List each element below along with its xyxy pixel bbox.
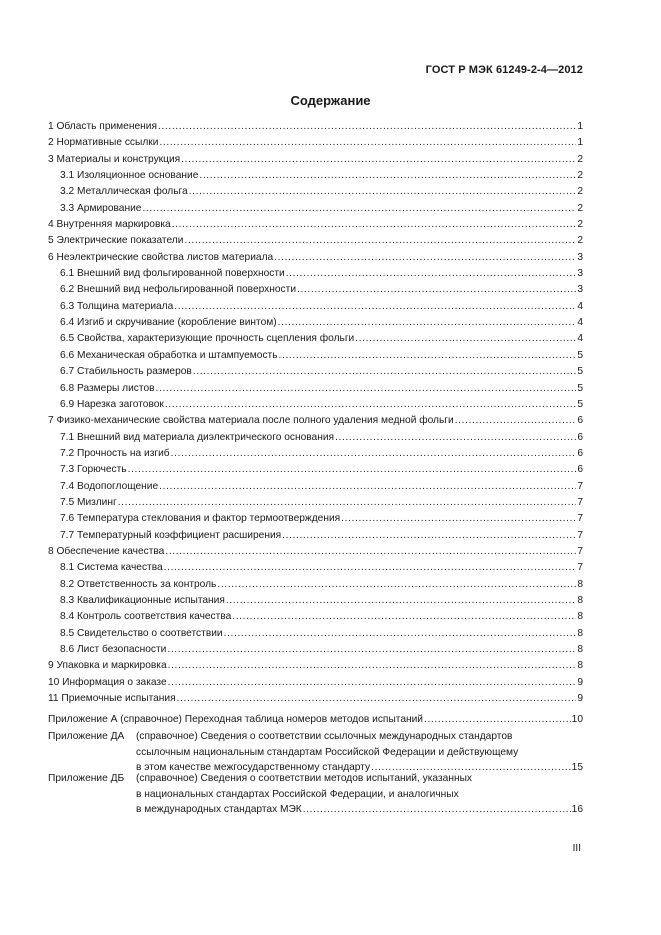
toc-entry-label: 8.1 Система качества [60, 562, 163, 574]
leader-dots [174, 299, 576, 315]
toc-entry-page: 4 [577, 333, 583, 345]
toc-entry[interactable] [48, 315, 583, 331]
toc-entry-page: 6 [577, 447, 583, 459]
document-code: ГОСТ Р МЭК 61249-2-4—2012 [425, 64, 583, 76]
toc-entry-page: 9 [577, 693, 583, 705]
toc-entry-label: 7.3 Горючесть [60, 464, 127, 476]
toc-entry[interactable] [48, 135, 583, 151]
toc-entry[interactable] [48, 430, 583, 446]
annex-da-page: 15 [571, 762, 583, 773]
toc-entry-page: 8 [577, 594, 583, 606]
leader-dots [159, 135, 576, 151]
toc-entry[interactable] [48, 560, 583, 576]
annex-db-entry[interactable] [48, 771, 583, 818]
toc-entry[interactable] [48, 250, 583, 266]
leader-dots [184, 233, 576, 249]
leader-dots [303, 802, 571, 818]
toc-entry-page: 6 [577, 464, 583, 476]
annex-a-page: 10 [571, 714, 583, 725]
leader-dots [128, 462, 577, 478]
toc-entry-label: 7.4 Водопоглощение [60, 480, 159, 492]
leader-dots [199, 168, 576, 184]
leader-dots [165, 397, 576, 413]
annex-db-label: Приложение ДБ [48, 773, 125, 784]
toc-entry-page: 3 [577, 251, 583, 263]
toc-entry-label: 6.6 Механическая обработка и штампуемость [60, 349, 278, 361]
toc-entry[interactable] [48, 381, 583, 397]
leader-dots [156, 381, 577, 397]
toc-entry[interactable] [48, 397, 583, 413]
toc-entry-page: 7 [577, 529, 583, 541]
leader-dots [142, 201, 576, 217]
toc-entry[interactable] [48, 479, 583, 495]
toc-entry-label: 6.1 Внешний вид фольгированной поверхности [60, 268, 285, 280]
toc-entry-label: 7.5 Мизлинг [60, 496, 117, 508]
toc-entry[interactable] [48, 609, 583, 625]
toc-entry-label: 6.9 Нарезка заготовок [60, 398, 164, 410]
toc-entry[interactable] [48, 152, 583, 168]
toc-entry-label: 6.5 Свойства, характеризующие прочность сцепления фольги [60, 333, 355, 345]
leader-dots [118, 495, 577, 511]
leader-dots [226, 593, 576, 609]
leader-dots [217, 577, 576, 593]
toc-entry-label: 6.2 Внешний вид нефольгированной поверхности [60, 284, 297, 296]
annex-db-line-2: в национальных стандартах Российской Федерации, и аналогичных [136, 788, 459, 800]
leader-dots [279, 348, 577, 364]
toc-entry-page: 1 [577, 137, 583, 149]
toc-entry-label: 5 Электрические показатели [48, 235, 184, 247]
toc-entry[interactable] [48, 282, 583, 298]
toc-entry-label: 8.6 Лист безопасности [60, 644, 167, 655]
leader-dots [172, 217, 577, 233]
leader-dots [164, 560, 577, 576]
toc-entry-label: 7.7 Температурный коэффициент расширения [60, 529, 282, 541]
toc-entry[interactable] [48, 544, 583, 560]
toc-entry[interactable] [48, 626, 583, 642]
leader-dots [167, 642, 576, 658]
toc-entry[interactable] [48, 658, 583, 674]
toc-entry[interactable] [48, 462, 583, 478]
leader-dots [286, 266, 577, 282]
toc-entry-page: 7 [577, 513, 583, 525]
leader-dots [193, 364, 576, 380]
annex-da-label: Приложение ДА [48, 731, 125, 742]
toc-entry-page: 4 [577, 300, 583, 312]
leader-dots [224, 626, 577, 642]
annex-a-entry[interactable] [48, 712, 583, 728]
toc-entry[interactable] [48, 511, 583, 527]
toc-entry-page: 2 [577, 235, 583, 247]
toc-entry[interactable] [48, 413, 583, 429]
toc-entry-page: 7 [577, 545, 583, 557]
toc-entry-page: 5 [577, 398, 583, 410]
leader-dots [341, 511, 576, 527]
annex-da-line-3: в этом качестве межгосударственному стандарту [136, 762, 371, 773]
toc-entry-page: 7 [577, 480, 583, 492]
toc-entry[interactable] [48, 119, 583, 135]
leader-dots [168, 658, 577, 674]
toc-entry[interactable] [48, 691, 583, 707]
toc-entry-label: 7.1 Внешний вид материала диэлектрического основания [60, 431, 335, 443]
toc-entry-page: 7 [577, 496, 583, 508]
toc-entry-label: 8 Обеспечение качества [48, 545, 165, 557]
toc-entry-label: 8.3 Квалификационные испытания [60, 594, 225, 606]
leader-dots [455, 413, 577, 429]
toc-entry-label: 9 Упаковка и маркировка [48, 660, 167, 672]
leader-dots [335, 430, 576, 446]
toc-entry-page: 4 [577, 317, 583, 329]
toc-entry-label: 1 Область применения [48, 121, 157, 132]
leader-dots [274, 250, 576, 266]
leader-dots [232, 609, 576, 625]
leader-dots [297, 282, 576, 298]
annex-a-label: Приложение А (справочное) Переходная таблица номеров методов испытаний [48, 714, 423, 725]
toc-entry-label: 11 Приемочные испытания [48, 693, 176, 705]
leader-dots [168, 675, 577, 691]
toc-entry[interactable] [48, 266, 583, 282]
leader-dots [177, 691, 577, 707]
toc-entry[interactable] [48, 217, 583, 233]
leader-dots [159, 479, 576, 495]
leader-dots [424, 712, 571, 728]
toc-entry[interactable] [48, 168, 583, 184]
toc-entry-label: 7 Физико-механические свойства материала после полного удаления медной фольги [48, 415, 454, 427]
toc-entry-label: 6.7 Стабильность размеров [60, 366, 192, 378]
toc-entry-label: 2 Нормативные ссылки [48, 137, 159, 149]
leader-dots [282, 528, 576, 544]
toc-entry-page: 8 [577, 660, 583, 672]
toc-entry-label: 7.6 Температура стеклования и фактор термоотверждения [60, 513, 341, 525]
toc-entry-label: 8.4 Контроль соответствия качества [60, 611, 232, 623]
leader-dots [158, 119, 576, 135]
toc-entry-label: 6.3 Толщина материала [60, 300, 174, 312]
toc-entry-page: 8 [577, 627, 583, 639]
toc-entry-label: 6 Неэлектрические свойства листов материала [48, 251, 274, 263]
toc-entry-page: 5 [577, 366, 583, 378]
toc-entry-label: 10 Информация о заказе [48, 676, 167, 688]
toc-entry[interactable] [48, 495, 583, 511]
leader-dots [189, 184, 577, 200]
toc-entry[interactable] [48, 233, 583, 249]
table-of-contents [48, 119, 583, 707]
page-title: Содержание [290, 93, 371, 108]
toc-entry-page: 6 [577, 415, 583, 427]
annex-da-line-2: ссылочным национальным стандартам Российской Федерации и действующему [136, 746, 519, 758]
toc-entry[interactable] [48, 642, 583, 658]
toc-entry-label: 8.2 Ответственность за контроль [60, 578, 217, 590]
toc-entry[interactable] [48, 446, 583, 462]
toc-entry-label: 3.3 Армирование [60, 202, 142, 214]
leader-dots [171, 446, 577, 462]
toc-entry[interactable] [48, 201, 583, 217]
toc-entry-label: 4 Внутренняя маркировка [48, 219, 171, 231]
toc-entry-page: 2 [577, 219, 583, 231]
toc-entry-page: 5 [577, 349, 583, 361]
toc-entry-label: 3 Материалы и конструкция [48, 153, 181, 165]
toc-entry[interactable] [48, 331, 583, 347]
toc-entry-label: 3.1 Изоляционное основание [60, 170, 199, 182]
toc-entry-page: 2 [577, 153, 583, 165]
toc-entry-page: 8 [577, 611, 583, 623]
annex-db-line-3: в международных стандартах МЭК [136, 804, 302, 815]
toc-entry-page: 2 [577, 170, 583, 182]
leader-dots [165, 544, 576, 560]
toc-entry[interactable] [48, 184, 583, 200]
leader-dots [355, 331, 576, 347]
toc-entry-page: 9 [577, 676, 583, 688]
toc-entry[interactable] [48, 593, 583, 609]
toc-entry-page: 6 [577, 431, 583, 443]
toc-entry-page: 8 [577, 644, 583, 655]
toc-entry[interactable] [48, 299, 583, 315]
toc-entry-page: 5 [577, 382, 583, 394]
toc-entry-label: 7.2 Прочность на изгиб [60, 447, 170, 459]
toc-entry-label: 3.2 Металлическая фольга [60, 186, 188, 198]
annex-db-page: 16 [571, 804, 583, 815]
annex-da-entry[interactable] [48, 729, 583, 776]
toc-entry[interactable] [48, 348, 583, 364]
leader-dots [278, 315, 577, 331]
toc-entry-page: 2 [577, 202, 583, 214]
toc-entry[interactable] [48, 528, 583, 544]
toc-entry-page: 3 [577, 284, 583, 296]
toc-entry-label: 6.4 Изгиб и скручивание (коробление винтом) [60, 317, 277, 329]
toc-entry[interactable] [48, 364, 583, 380]
toc-entry-page: 8 [577, 578, 583, 590]
toc-entry-label: 6.8 Размеры листов [60, 382, 155, 394]
toc-entry-page: 2 [577, 186, 583, 198]
page-number: III [572, 843, 581, 854]
toc-entry-page: 3 [577, 268, 583, 280]
toc-entry-label: 8.5 Свидетельство о соответствии [60, 627, 223, 639]
annex-db-line-1: (справочное) Сведения о соответствии методов испытаний, указанных [136, 773, 472, 784]
toc-entry[interactable] [48, 675, 583, 691]
toc-entry-page: 1 [577, 121, 583, 132]
toc-entry-page: 7 [577, 562, 583, 574]
annex-da-line-1: (справочное) Сведения о соответствии ссылочных международных стандартов [136, 731, 513, 742]
toc-entry[interactable] [48, 577, 583, 593]
leader-dots [181, 152, 576, 168]
